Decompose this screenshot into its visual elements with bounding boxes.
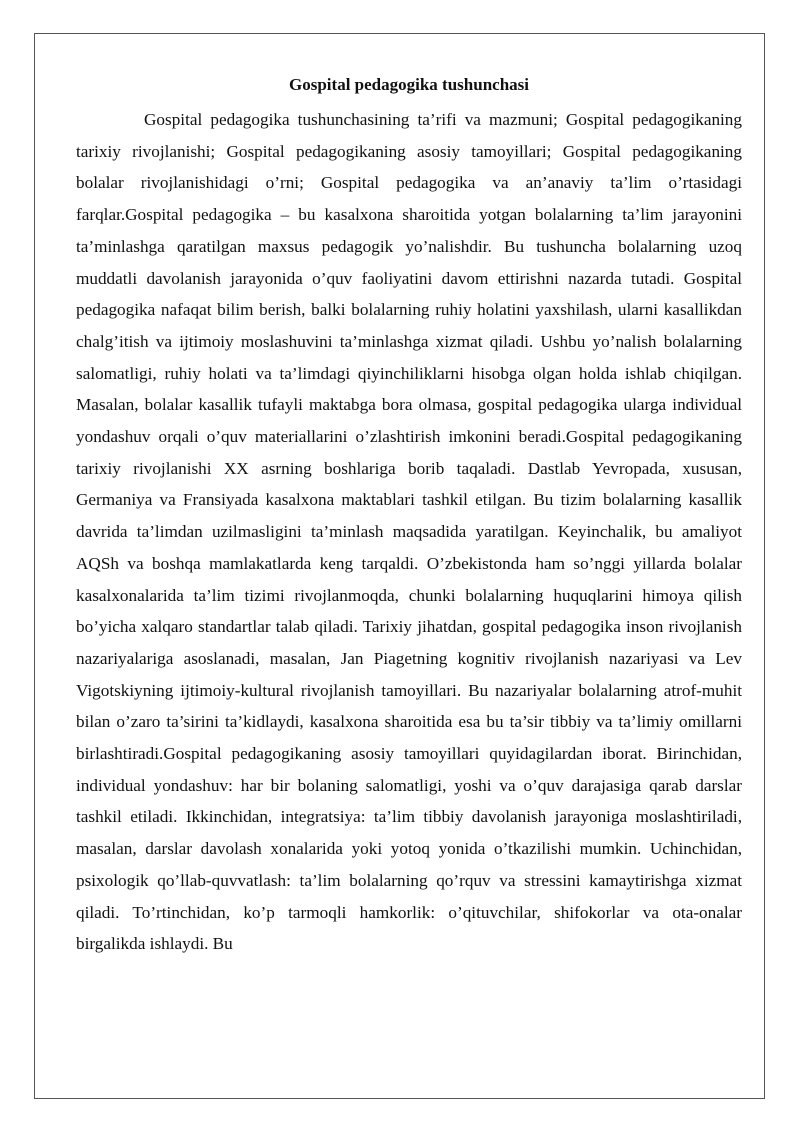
document-content	[76, 73, 742, 960]
body-paragraph: Gospital pedagogika tushunchasining ta’rifi va mazmuni; Gospital pedagogikaning tarixiy rivojlanishi; Gospital pedagogikaning asosiy tamoyillari; Gospital pedagogikaning bolalar rivojlanishidagi o’rni; Gospital pedagogika va an’anaviy ta’lim o’rtasidagi farqlar.Gospital pedagogika – bu kasalxona sharoitida yotgan bolalarning ta’lim jarayonini ta’minlashga qaratilgan maxsus pedagogik yo’nalishdir. Bu tushuncha bolalarning uzoq muddatli davolanish jarayonida o’quv faoliyatini davom ettirishni nazarda tutadi. Gospital pedagogika nafaqat bilim berish, balki bolalarning ruhiy holatini yaxshilash, ularni kasallikdan chalg’itish va ijtimoiy moslashuvini ta’minlashga xizmat qiladi. Ushbu yo’nalish bolalarning salomatligi, ruhiy holati va ta’limdagi qiyinchiliklarni hisobga olgan holda ishlab chiqilgan. Masalan, bolalar kasallik tufayli maktabga bora olmasa, gospital pedagogika ularga individual yondashuv orqali o’quv materiallarini o’zlashtirish imkonini beradi.Gospital pedagogikaning tarixiy rivojlanishi XX asrning boshlariga borib taqaladi. Dastlab Yevropada, xususan, Germaniya va Fransiyada kasalxona maktablari tashkil etilgan. Bu tizim bolalarning kasallik davrida ta’limdan uzilmasligini ta’minlash maqsadida yaratilgan. Keyinchalik, bu amaliyot AQSh va boshqa mamlakatlarda keng tarqaldi. O’zbekistonda ham so’nggi yillarda bolalar kasalxonalarida ta’lim tizimi rivojlanmoqda, chunki bolalarning huquqlarini himoya qilish bo’yicha xalqaro standartlar talab qiladi. Tarixiy jihatdan, gospital pedagogika inson rivojlanish nazariyalariga asoslanadi, masalan, Jan Piagetning kognitiv rivojlanish nazariyasi va Lev Vigotskiyning ijtimoiy-kultural rivojlanish tamoyillari. Bu nazariyalar bolalarning atrof-muhit bilan o’zaro ta’sirini ta’kidlaydi, kasalxona sharoitida esa bu ta’sir tibbiy va ta’limiy omillarni birlashtiradi.Gospital pedagogikaning asosiy tamoyillari quyidagilardan iborat. Birinchidan, individual yondashuv: har bir bolaning salomatligi, yoshi va o’quv darajasiga qarab darslar tashkil etiladi. Ikkinchidan, integratsiya: ta’lim tibbiy davolanish jarayoniga moslashtiriladi, masalan, darslar davolash xonalarida yoki yotoq yonida o’tkazilishi mumkin. Uchinchidan, psixologik qo’llab-quvvatlash: ta’lim bolalarning qo’rquv va stressini kamaytirishga xizmat qiladi. To’rtinchidan, ko’p tarmoqli hamkorlik: o’qituvchilar, shifokorlar va ota-onalar birgalikda ishlaydi. Bu	[76, 110, 742, 954]
document-title: Gospital pedagogika tushunchasi	[289, 75, 529, 94]
